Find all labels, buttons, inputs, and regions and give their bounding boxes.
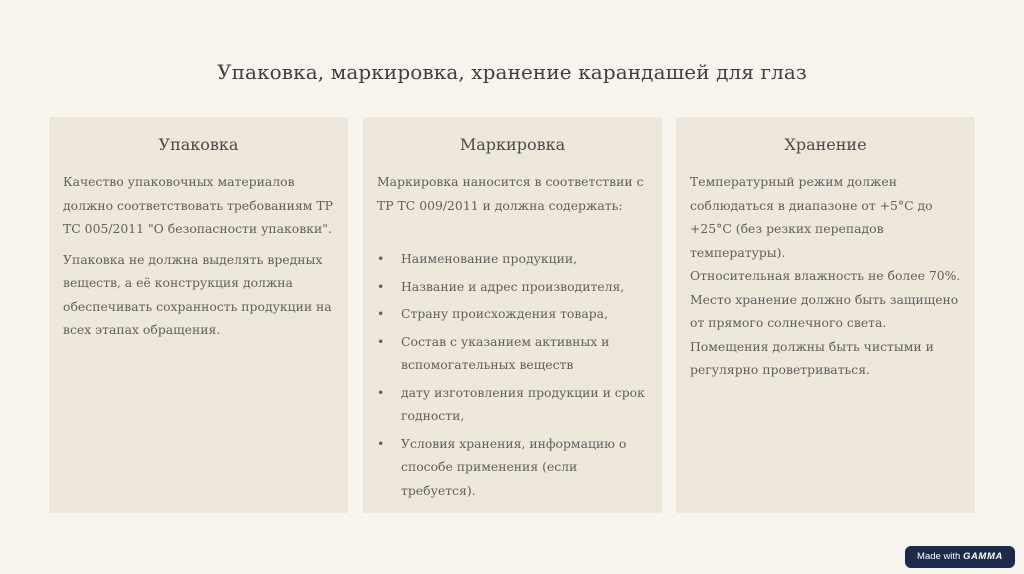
list-item-text: Состав с указанием активных и вспомогательных веществ — [401, 333, 610, 372]
paragraph: Температурный режим должен соблюдаться в диапазоне от +5°C до +25°C (без резких перепадов температуры). — [690, 174, 933, 260]
list-item — [377, 275, 648, 299]
badge-prefix: Made with — [917, 551, 963, 562]
card-storage — [676, 117, 975, 513]
card-heading: Маркировка — [459, 135, 566, 154]
made-with-gamma-badge[interactable] — [905, 546, 1015, 568]
card-heading: Хранение — [784, 135, 867, 154]
list-item — [377, 381, 648, 428]
paragraph: Помещения должны быть чистыми и регулярно проветриваться. — [690, 338, 934, 377]
card-body — [377, 170, 648, 502]
bullet-icon: • — [377, 435, 385, 451]
paragraph: Качество упаковочных материалов должно соответствовать требованиям ТР ТС 005/2011 "О безопасности упаковки". — [63, 174, 333, 236]
card-labeling — [363, 117, 662, 513]
labeling-list — [377, 247, 648, 502]
gamma-logo: GAMMA — [962, 551, 1003, 562]
card-packaging — [49, 117, 348, 513]
list-item — [377, 330, 648, 377]
page-title: Упаковка, маркировка, хранение карандашей для глаз — [217, 60, 807, 84]
list-item — [377, 247, 648, 271]
paragraph: Относительная влажность не более 70%. — [690, 268, 961, 283]
list-item-text: Страну происхождения товара, — [401, 306, 609, 321]
bullet-icon: • — [377, 333, 385, 349]
list-item — [377, 302, 648, 326]
list-item-text: дату изготовления продукции и срок годности, — [401, 384, 645, 423]
card-body — [690, 170, 961, 382]
intro-paragraph: Маркировка наносится в соответствии с ТР ТС 009/2011 и должна содержать: — [377, 174, 644, 213]
card-body — [63, 170, 334, 342]
list-item-text: Условия хранения, информацию о способе применения (если требуется). — [401, 435, 627, 498]
bullet-icon: • — [377, 306, 385, 321]
bullet-icon: • — [377, 278, 385, 294]
list-item-text: Наименование продукции, — [401, 251, 578, 266]
paragraph: Упаковка не должна выделять вредных веществ, а её конструкция должна обеспечивать сохранность продукции на всех этапах обращения. — [63, 251, 332, 337]
card-heading: Упаковка — [158, 135, 239, 154]
paragraph: Место хранение должно быть защищено от прямого солнечного света. — [690, 291, 959, 330]
list-item — [377, 432, 648, 503]
bullet-icon: • — [377, 384, 385, 400]
bullet-icon: • — [377, 251, 385, 266]
list-item-text: Название и адрес производителя, — [401, 278, 625, 294]
